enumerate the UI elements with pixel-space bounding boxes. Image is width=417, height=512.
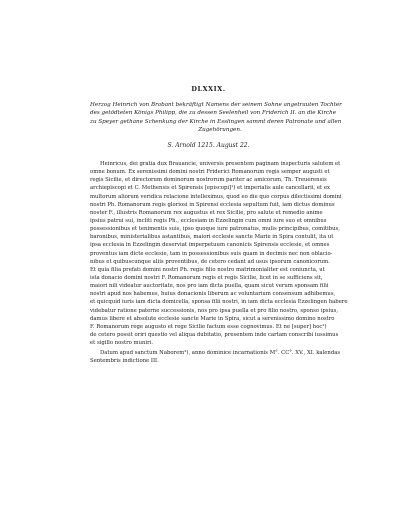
text-line: Septembris indictione III. [90, 358, 159, 363]
text-line: archiepiscopi et C. Methensis et Spirensis [episcopi]¹) et imperialis aule cancellarii, et ex [90, 185, 330, 192]
date-line: S. Arnold 1215. August 22. [167, 142, 250, 149]
text-line: Datum apud sanctum Naborem³), anno dominice incarnationis M°. CC°. XV., XI. kalendas [100, 350, 341, 357]
text-line: baronibus, ministerialibus astantibus, maiori ecclesie sancte Marie in Spira contulit, ita ut [90, 234, 334, 241]
document-summary [90, 101, 350, 134]
summary-line: des getödteten Königs Philipp, die zu dessen Seelenheil von Friderich II. an die Kirche [90, 110, 337, 117]
text-line: ista donacio domini nostri F. Romanorum regis et regis Sicilie, licet in se sufficiens sit, [90, 274, 323, 281]
text-line: omne bonum. Ex serenissimi domini nostri Friderici Romanorum regis semper augusti et [90, 169, 330, 176]
text-line: nostri Ph. Romanorum regis gloriosi in Spirensi ecclesia sepultum fuit, iam dictus dominus [90, 201, 335, 208]
text-line: et sigillo nostro muniri. [90, 340, 154, 347]
text-line: ipsa ecclesia in Ezzelingin deserviat imperpetuum canonicis Spirensis ecclesie, et omnes [90, 242, 330, 249]
text-line: nibus et quibuscunque aliis proventibus, de cetero cedant ad usus ipsorum canonicorum. [90, 258, 330, 265]
text-line: de cetero possit oriri questio vel aliqua dubitatio, presentem inde cartam conscribi iussimus [90, 331, 339, 338]
text-line: ipsius patrui sui, incliti regis Ph., ecclesiam in Ezzelingin cum omni iure suo et omnibus [90, 217, 327, 224]
text-line: multorum aliorum veridica relacione intelleximus, quod eo die quo corpus dilectissimi domini [90, 193, 342, 200]
text-line: damus libere et absolute ecclesie sancte Marie in Spira, sicut a serenissimo domino nostro [90, 315, 335, 322]
charter-text [90, 160, 355, 500]
summary-line: Herzog Heinrich von Brabant bekräftigt Namens der seinem Sohne angetrauten Tochter [90, 102, 342, 108]
text-line: et quicquid iuris iam dicta domicella, sponsa filii nostri, in iam dicta ecclesia Ezzelingen habere [90, 299, 348, 306]
text-line: F. Romanorum rege augusto et rege Sicilie factum esse cognovimus. Et ne [super] hoc²) [90, 323, 327, 330]
summary-line: zu Speyer gethane Schenkung der Kirche in Esslingen sammt deren Patronate und allen [90, 118, 342, 125]
text-line: possessionibus et tenimentis suis, ipso quoque iure patronatus, mulis principibus, comitibus, [90, 226, 340, 233]
text-line: regis Sicilie, et directorum dominorum nostrorum pariter ac amicorum, Th. Treuerensis [90, 177, 327, 184]
text-line: Heinricus, dei gratia dux Brauancie, universis presentem paginam inspecturis salutem et [100, 161, 341, 167]
text-line: nostri apud nos habemus, huius donacionis liberum ac voluntarium consensum adhibemus, [90, 291, 336, 298]
summary-line: Zugehörungen. [198, 126, 242, 133]
text-line: maiori nili videatur auctoritate, nos pro iam dicta puella, quam sicut verum sponsam filii [90, 283, 329, 290]
text-line: videbatur ratione paterne successionis, nos pro ipsa puella et pro filio nostro, sponso ipsius, [90, 307, 339, 314]
text-line: noster F., illustris Romanorum rex augustus et rex Sicilie, pro salute et remedio anime [90, 209, 323, 216]
text-line: proventus iam dicte ecclesie, tam in possessionibus suis quam in decimis nec non oblacio- [90, 250, 333, 257]
document-number: DLXXIX. [191, 85, 226, 93]
text-line: Et quia filia prefati domini nostri Ph. regis filio nostro matrimonialiter est coniuncta, ut [90, 266, 325, 273]
